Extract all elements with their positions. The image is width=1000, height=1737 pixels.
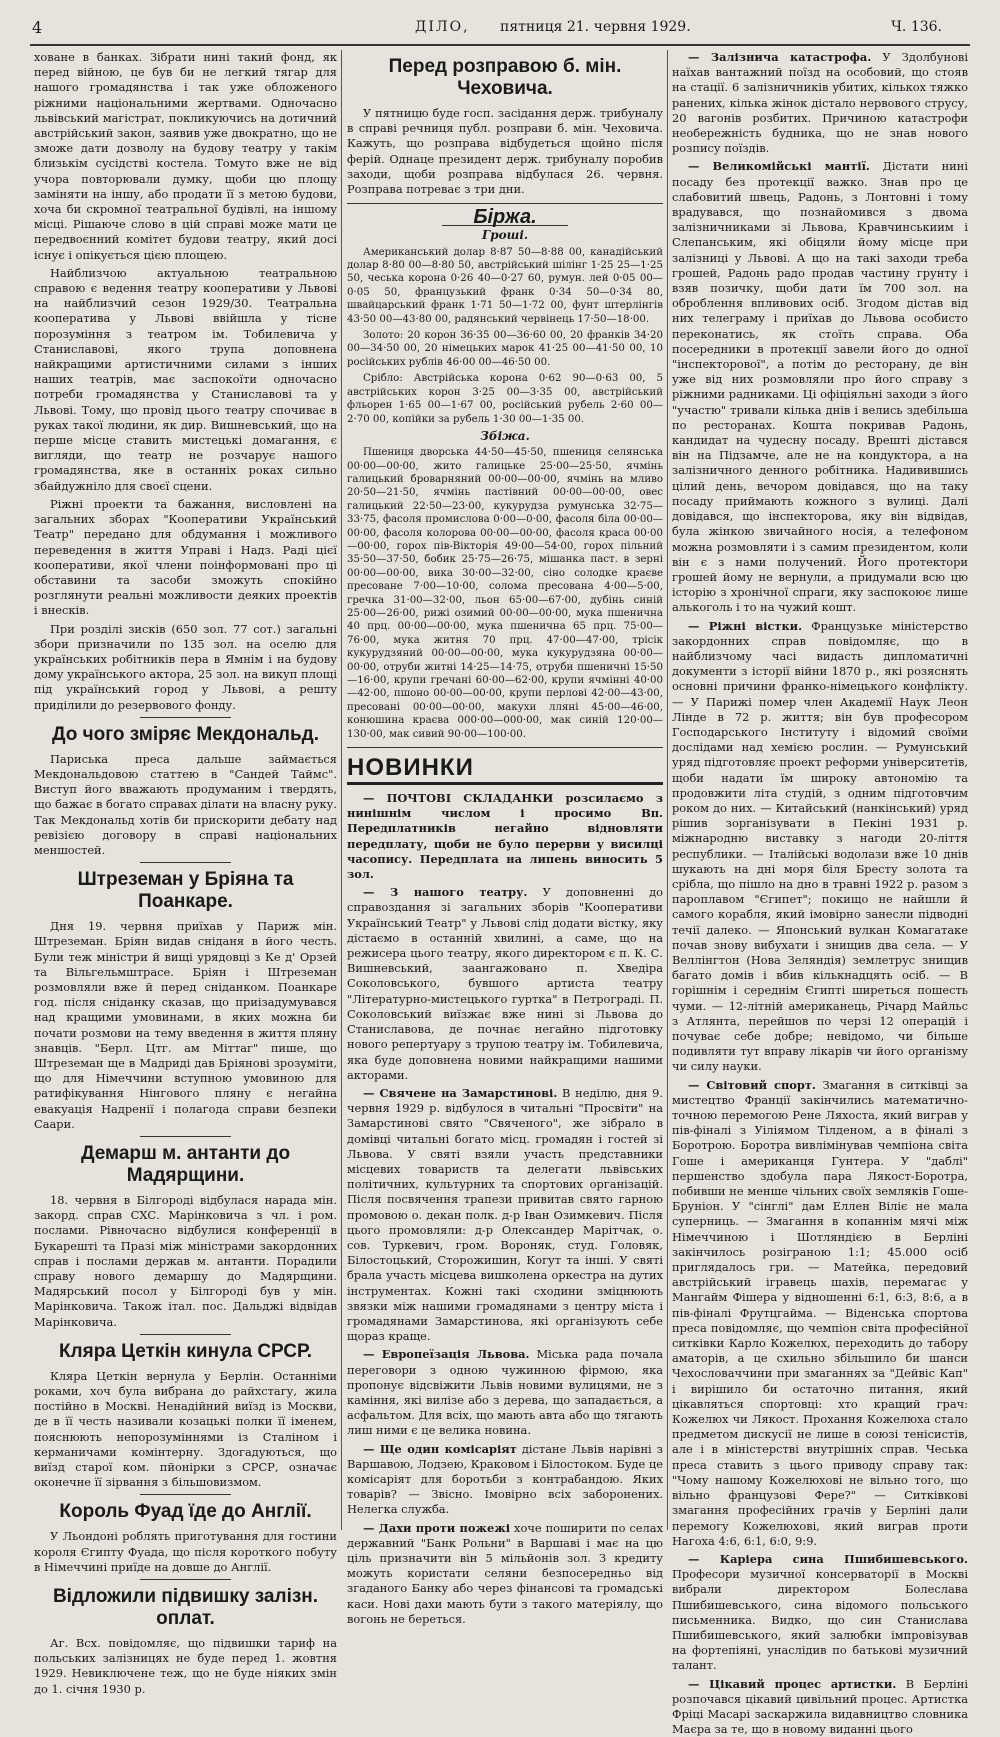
news-item-body: В Берліні розпочався цікавий цивільний процес. Артистка Фріці Масарі заскаржила видавництво словника Маєра за те, що в новому виданні цього <box>672 1676 968 1737</box>
paragraph: Ріжні проекти та бажання, висловлені на загальних зборах "Кооперативи Український Театр" передано для обдумання і можливого переведення в життя Управі і Надз. Раді цієї кооперативи, якої члени поінформовані про ці обставини та засоби зможуть спокійно розглянути реальні можливости деяких проектів і внесків. <box>34 496 337 618</box>
headline: Перед розправою б. мін. Чеховича. <box>388 56 622 99</box>
news-item <box>347 885 663 1083</box>
newspaper-title: ДІЛО, <box>415 19 470 35</box>
news-item-head: — Каріера сина Пшибишевського. <box>688 1551 968 1566</box>
headline: Король Фуад їде до Англії. <box>59 1501 312 1523</box>
paragraph: ховане в банках. Зібрати нині такий фонд, як перед війною, це був би не легкий тягар для нашого громадянства і так уже обложеного ріжними національними жертвами. Одночасно львівський магістрат, покликуючись на дотичний австрійський закон, заявив уже двократно, що не зможе дати дозволу на будову театру у такім близькім сусідстві костела. Томуто вже не від учора повторювали думку, щоби цю площу заміняти на іншу, або продати її з метою будови, хоча би скромної театральної будівлі, на іншому місці. Рішаюче слово в цій справі може мати це передвоєнний комітет будови театру, який досі існує і опікується цією площею. <box>34 50 337 262</box>
news-item <box>347 1521 663 1627</box>
news-item-body: Міська рада почала переговори з одною чужинною фірмою, яка пропонує відсвіжити Львів новими вулицями, не з каміння, які вилізе або з дерева, що западається, а асфальтом. Для всіх, що мають авта або що тягають лиш ними є це велика новина. <box>347 1347 663 1438</box>
separator <box>140 1579 231 1580</box>
headline: Штреземан у Бріяна та Поанкаре. <box>77 869 294 913</box>
news-item-body: Дістати нині посаду без протекції важко. Знав про це слабовитий швець, Радонь, з Лонтовні і тому врадувався, що познайомився з двома залізничниками зі Львова, Кравчинськиим і Слепанським, які обіцяли йому місце при залізниці у Львові. А що на такі заходи треба грошей, Радонь радо продав частину грунту і взяв позичку, щоби дати їм 700 зол. на оброблення впливових осіб. Згодом дістав від них телеграму і приїхав до Львова особисто переконатись, як стоїть справа. Оба посередники в протекції завели його до одної "інспекторової", а потім до ресторану, де він уже від них розмовляли про його справу з ріжними радниками. Ці офіціяльні заходи з його "участю" тривали кілька днів і велись здебільша по ресторанах. Кошта покривав Радонь, кандидат на чудесну посаду. Врешті дістався він на Підзамче, але не на кондуктора, а на залізничного денного робітника. Надивившись цілий день, вечором довідався, що на таку посаду приймають кожного з вулиці. Далі довідався, що інспекторова, яку він відвідав, була жінкою звичайного носія, а телефоном можна розмовляти і з самим президентом, коли він є з нами получений. Його протектори грошей йому не вернули, а придумали всю цю історію з хронічної спраги, яку заспокоює лише алькоголь і то на чужий кошт. <box>672 159 968 615</box>
headline: Відложили підвишку залізн. оплат. <box>52 1586 319 1630</box>
column-1 <box>34 50 337 1696</box>
news-item-body: Французьке міністерство закордонних справ повідомляє, що в найблизчому часі видасть дипломатичні документи з історії війни 1870 р., які розяснять основні причини франко-німецького конфлікту. — У Парижі помер член Академії Наук Леон Лінде в 72 р. життя; він був професором Господарського Інституту і відомий своїми дослідами над хемією рослин. — Румунський уряд підготовляє проект реформи університетів, щоби надати їм широку автономію та продовжити літа студій, з одним підготовчим роком до них. — Китайський (нанкінський) уряд рішив зорганізувати в Пекіні 1931 р. міжнародню виставку з нагоди 20-ліття республики. — Італійські водолази вже 10 днів шукають на дні моря біля Бресту золота та срібла, що пішло на дно в травні 1922 р. разом з пароплавом "Єгипет"; покищо не найшли й самого корабля, який імовірно занесли підводні течії далеко. — Японський вулкан Комагатаке почав знову вибухати і знищив два села. — У Веллінгтон (Нова Зеляндія) землетрус знищив багато домів і вбив кількнадцять осіб. — В горішнім і середнім Єгипті ширеться пошесть чуми. — 12-літній американець, Річард Майльс з Атлянта, перейшов по черзі 12 операцій і почуває себе добре; невідомо, чи більше подивляти тут вправу лікарів чи його організму чи силу науки. <box>672 618 968 1074</box>
header-rule <box>30 44 970 46</box>
headline: Кляра Цеткін кинула СРСР. <box>58 1340 313 1362</box>
news-item <box>672 1078 968 1549</box>
article-text: У пятницю буде госп. засідання держ. трибуналу в справі речниця публ. розправи б. мін. Чеховича. Кажуть, що розправа відбудеться щойно після ферій. Однаце президент держ. трибуналу поробив заходи, щоби розправа відбулася 26. червня. Розправа потреває з три дни. <box>347 106 663 197</box>
article-text: Дня 19. червня приїхав у Париж мін. Штреземан. Бріян видав сніданя в його честь. Були теж міністри й вищі урядовці з Ке д' Орзей та Вільгельмштрасе. Бріян і Штреземан розмовляли вже й перед сніданком. Поанкаре год. після сніданку сказав, що приізадумувався над кращими умовинами, в яких можна би почати розмови на тему введення в життя пляну знавців. "Берл. Цтг. ам Міттаг" пише, що Штреземан ще в Мадриді дав Бріянові зрозуміти, що для Німеччини вступною умовиною для ратифікування Нінгового пляну є негайна евакуація Надренії і полагода справи безпеки Саари. <box>34 919 337 1131</box>
news-item-body: хоче поширити по селах державний "Банк Рольни" в Варшаві і має на цю ціль призначити він 5 мільйонів зол. З кредиту можуть користати селяни безпосередньо від згаданого Банку або через фінансові та громадські каси. Нові дахи мають бути з такого матеріялу, що вогонь не береться. <box>347 1520 663 1626</box>
section-rule <box>347 747 663 748</box>
money-rates: Американський долар 8·87 50—8·88 00, канадійський долар 8·80 00—8·80 50, австрійський шілінг 1·25 25—1·25 50, чеська корона 0·26 40—0·27 60, румун. лей 0·05 00—0·05 50, французький франк 0·34 50—0·34 80, швайцарський франк 1·71 50—1·72 00, фунт штерлінгів 43·50 00—43·80 00, радянський червінець 17·50—18·00. <box>347 246 663 325</box>
section-rule <box>347 203 663 204</box>
separator <box>140 1334 231 1335</box>
news-item-body: У Здолбунові наїхав вантажний поїзд на особовий, що стояв на стації. 6 залізничників убитих, кількох тяжко ранених, кілька жінок дістало нервового струсу, 20 вагонів розбитих. Причиною катастрофи необережність будника, що не знав нового розпису поїздів. <box>672 50 968 156</box>
news-item-head: — Світовий спорт. <box>688 1077 816 1092</box>
news-section-title: НОВИНКИ <box>347 754 663 785</box>
news-item <box>672 619 968 1075</box>
separator <box>140 1136 231 1137</box>
news-item <box>672 1552 968 1674</box>
headline: До чого зміряє Мекдональд. <box>51 723 320 745</box>
news-item-head: — Залізнича катастрофа. <box>688 50 872 64</box>
page-number: 4 <box>32 18 43 37</box>
news-item-head: — Свячене на Замарстинові. <box>363 1085 558 1100</box>
paragraph: При розділі зисків (650 зол. 77 сот.) загальні збори призначили по 135 зол. на оселю для українських робітників пера в Ямнім і на будову дому українського актора, 25 зол. на викуп площі під український город у Львові, а решту приділили до резервового фонду. <box>34 621 337 712</box>
news-item-head: — Ріжні вістки. <box>688 618 803 633</box>
news-item-head: — Европеїзація Львова. <box>363 1347 530 1362</box>
grain-prices: Пшениця дворська 44·50—45·50, пшениця селянська 00·00—00·00, жито галицьке 25·00—25·50, ячмінь галицький броварняний 00·00—00·00, ячмінь на мливо 20·50—21·50, ячмінь пастівний 00·00—00·00, овес галицький 22·50—23·00, кукурудза румунська 32·75—33·75, фасоля промислова 0·00—0·00, фасоля біла 00·00—00·00, фасоля колорова 00·00—00·00, фасоля краса 00·00—00·00, горох пів-Вікторія 49·00—54·00, горох пільний 35·50—37·50, бобик 25·75—26·75, мішанка паст. в зерні 00·00—00·00, вика 30·00—32·00, сіно солодке краєве пресоване 7·00—10·00, солома пресована 4·00—5·00, гречка 31·00—32·00, льон 65·00—67·00, дубінь синій 25·00—26·00, рижі озимий 00·00—00·00, мука пшенична 40 прц. 00·00—00·00, мука пшенична 65 прц. 75·00—76·00, мука житня 70 прц. 47·00—47·00, трісік кукурудзяний 00·00—00·00, мука кукурудзяна 00·00—00·00, отруби житні 14·25—14·75, отруби пшеничні 15·50—16·00, крупи гречані 60·00—62·00, крупи ячмінні 40·00—42·00, пшоно 00·00—00·00, крупи перлові 42·00—43·00, пресовані 00·00—00·00, макухи лляні 45·00—46·00, конюшина краєва 000·00—000·00, мак синій 120·00—130·00, мак сивий 90·00—100·00. <box>347 447 663 740</box>
news-item-head: — З нашого театру. <box>363 885 528 900</box>
issue-date: пятниця 21. червня 1929. <box>500 19 691 35</box>
news-item-head: — Дахи проти пожежі <box>363 1520 511 1535</box>
article-text: У Льондоні роблять приготування для гостини короля Єгипту Фуада, що після короткого побуту в Німеччині приїде на довше до Англії. <box>34 1529 337 1574</box>
issue-number: Ч. 136. <box>891 19 942 35</box>
column-3 <box>672 50 968 1737</box>
news-item-body: У доповненні до справоздання зі загальних зборів "Кооперативи Український Театр" у Львові слід додати вістку, яку дістаємо в останній хвилині, а саме, що на режисера цього театру, якого директором є п. К. С. Вишневський, заангажовано п. Хведіра Соколовського, бувшого артиста театру "Літературно-мистецького гуртка" в Петрограді. П. Соколовський виїзжає вже нині зі Львова до Станиславова, де почнає негайно підготовку нового репертуару з трупою театру ім. Тобилевича, яка буде доповнена новими найкращими нашими акторами. <box>347 885 663 1082</box>
column-divider <box>341 50 342 1530</box>
news-item-head: — Великомійські мантії. <box>688 159 870 174</box>
article-text: Аг. Всх. повідомляє, що підвишки тариф на польських залізницях не буде перед 1. жовтня 1929. Невиключене теж, що не буде ніяких змін до 1. січня 1930 р. <box>34 1636 337 1696</box>
news-item-head: — Ще один комісаріят <box>363 1441 517 1456</box>
article-text: Париська преса дальше займається Мекдональдовою статтею в "Сандей Таймс". Виступ його вважають продуманим і твердять, що бажає в богато справах ділати на власну руку. Так Мекдональд хотів би прискорити дебату над ревізією договору в справі національних меншостей. <box>34 751 337 857</box>
paragraph: Найблизчою актуальною театральною справою є ведення театру кооперативи у Львові на найблизчий сезон 1929/30. Театральна кооператива у Львові ввійшла у тісне порозуміння з театром ім. Тобилевича у Станиславові, якого трупа доповнена найкращими артистичними силами з інших наших театрів, має заспокоїти одночасно потреби громадянства у Станиславові та у Львові. Тому, що провід цього театру спочиває в руках такої людини, як дир. Вишневський, що на перше місце ставить мистецькі домагання, є вигляди, що театр не розчарує нашого громадянства, яке в останніх роках сильно збайдужніло для своєї сцени. <box>34 265 337 493</box>
page-header <box>30 16 970 42</box>
silver-rates: Срібло: Австрійська корона 0·62 90—0·63 00, 5 австрійських корон 3·25 00—3·35 00, австрійський фльорен 1·65 00—1·67 00, російський рубель 2·60 00—2·70 00, копійки за рубель 1·30 00—1·35 00. <box>347 373 663 425</box>
news-item-head: — Цікавий процес артистки. <box>688 1676 897 1691</box>
exchange-title: Біржа. <box>473 206 537 229</box>
grain-subtitle: Збіжа. <box>480 428 530 443</box>
news-item <box>672 1677 968 1737</box>
news-item-body: Змагання в ситківці за мистецтво Франції закінчились математично-точною перемогою Рене Ляхоста, який виграв у пів-фіналі з Уіліямом Тілденом, а в фіналі з Боротрою. Боротра вивлімінував чемпіона світа Гоше і американця Гунтера. У "даблі" першенство здобула пара Лякост-Боротра, побивши не менше чільних своїх земляків Гоше-Бруніон. У "сінглі" дам Еллен Віліє не мала суперниць. — Змагання в копаннім мячі між Німеччиною і Шотляндією в Берліні закінчилось розіграною 1:1; 45.000 осіб приглядалось гри. — Матейка, передовий австрійський ігравець шахів, перемагає у Мангайм Фішера у відношенні 6:1, 6:3, 8:6, а в пів-фіналі Фрутцгайма. — Віденська спортова преса повідомляє, що чемпіон світа професійної ситківки Карло Кожелюх, переходить до табору аматорів, а це схильно збільшило би шанси Чехословаччини при змаганнях за "Дейвіс Кап" і вирішило би остаточно питання, який цікавляться спортовці: хто кращий грач: Кожелюх чи Лякост. Прохання Кожелюха стало предметом дискусії не лише в союзі тенісистів, але і в міністерстві внутрішніх справ. Чеська преса ставить з цього приводу справу так: "Чому нашому Кожелюхові не вільно того, що вільно французові Фере?" — Ситківкові змагання професійних грачів у Берліні дали перемогу Кожелюхові, який виграв проти Нагоха 4:6, 6:1, 6:0, 9:9. <box>672 1077 968 1548</box>
column-divider <box>667 50 668 1530</box>
news-item-body: В неділю, дня 9. червня 1929 р. відбулося в читальні "Просвіти" на Замарстинові свято "Свяченого", же зібрало в домівці читальні богато місц. громадян і гостей зі Львова. У святі взяли участь представники місцевих товариств та делегати львівських політичних, культурних та спортових організацій. Після посвячення трапези привитав свято гарною промовою о. декан полк. д-р Іван Озимкевич. Після цього промовляли: д-р Олександер Марітчак, о. сов. Туркевич, гром. Вороняк, студ. Головяк, Білостоцький, Сторожишин, Когут та інші. У святі брала участь місцева вишколена оркестра на дутих інструментах. Кожні такі сходини зміцнюють звязки між нашими громадянами з центру міста і громадянами Замарстинова, які організують себе щораз краще. <box>347 1085 663 1344</box>
news-item-body: Професори музичної консерваторії в Москві вибрали директором Болеслава Пшибишевського, сина відомого польського письменника. Видко, що син Станислава Пшибишевського, який залюбки імпровізував на фортепіяні, унаслідив по батькові музичний талант. <box>672 1567 968 1673</box>
news-item <box>672 159 968 615</box>
column-2 <box>347 50 663 1626</box>
news-item <box>347 1442 663 1518</box>
separator <box>140 717 231 718</box>
news-item-body: дістане Львів нарівні з Варшавою, Лодзею, Краковом і Білостоком. Буде це комісаріят для боротьби з контрабандою. Яких товарів? — Звісно. Імовірно всіх заборонених. Нелегка служба. <box>347 1441 663 1517</box>
news-item: — ПОЧТОВІ СКЛАДАНКИ розсилаємо з нинішнім числом і просимо Вп. Передплатників негайно відновляти передплату, щоби не було перерви у висилці часопису. Передплата на липень виносить 5 зол. <box>347 791 663 882</box>
news-item <box>672 50 968 156</box>
headline: Демарш м. антанти до Мадярщини. <box>80 1143 291 1186</box>
article-text: 18. червня в Білгороді відбулася нарада мін. закорд. справ СХС. Марінковича з чл. і ром. послами. Рівночасно відбулися конференції в Букарешті та Празі між міністрами закордонних справ і послами держав м. антанти. Порадили справу нового демаршу до Мадярщини. Мадярський посол у Білгороді був у мін. Марінковича. Також італ. пос. Дальджі відвідав Марінковича. <box>34 1193 337 1329</box>
gold-rates: Золото: 20 корон 36·35 00—36·60 00, 20 франків 34·20 00—34·50 00, 20 німецьких марок 41·25 00—41·50 00, 10 російських рублів 46·00 00—46·50 00. <box>347 330 663 368</box>
news-item <box>347 1086 663 1344</box>
article-text: Кляра Цеткін вернула у Берлін. Останніми роками, хоч була вибрана до райхстагу, жила постійно в Москві. Ненадійний виїзд із Москви, де в її честь називали козацькі полки її іменем, пояснюють непорозуміннями із Сталіном і керманичами комінтерну. Здогадуються, що виїзд старої ком. пйонірки з СРСР, означає оконечне її зірвання з більшовизмом. <box>34 1368 337 1490</box>
separator <box>140 862 231 863</box>
separator <box>140 1494 231 1495</box>
money-subtitle: Гроші. <box>481 228 529 243</box>
news-item <box>347 1347 663 1438</box>
